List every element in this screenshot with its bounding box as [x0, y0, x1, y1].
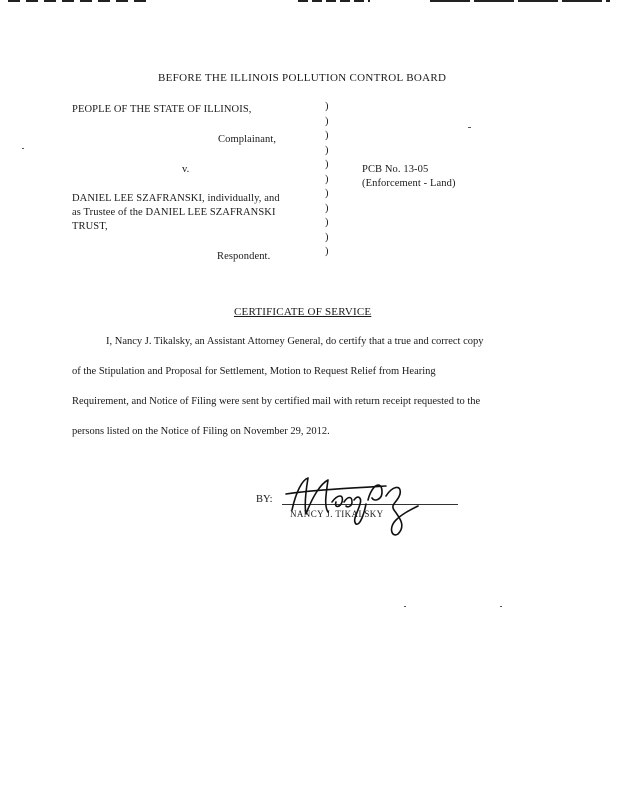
paren-mark: )	[325, 159, 329, 170]
certificate-line-4: persons listed on the Notice of Filing on November 29, 2012.	[72, 426, 330, 437]
scan-speck	[500, 606, 502, 607]
handwritten-signature	[282, 470, 442, 540]
paren-mark: )	[325, 202, 329, 214]
signer-name: NANCY J. TIKALSKY	[290, 509, 384, 519]
defendant-line-2: as Trustee of the DANIEL LEE SZAFRANSKI	[72, 207, 276, 218]
scan-speck	[22, 148, 24, 149]
caption-paren-column	[325, 100, 337, 260]
plaintiff-role: Complainant,	[218, 134, 277, 145]
paren-mark: )	[325, 173, 329, 185]
by-label: BY:	[256, 494, 273, 505]
scan-artifact-top-right	[430, 0, 610, 2]
defendant-line-1: DANIEL LEE SZAFRANSKI, individually, and	[72, 193, 280, 204]
paren-mark: )	[325, 246, 329, 257]
certificate-line-2: of the Stipulation and Proposal for Settlement, Motion to Request Relief from Hearing	[72, 366, 436, 377]
certificate-line-1: I, Nancy J. Tikalsky, an Assistant Attorney General, do certify that a true and correct copy	[106, 336, 484, 347]
scan-artifact-top-middle	[298, 0, 370, 2]
paren-mark: )	[325, 188, 329, 199]
scan-artifact-top-left	[8, 0, 148, 2]
board-heading: BEFORE THE ILLINOIS POLLUTION CONTROL BOARD	[158, 72, 447, 84]
certificate-title: CERTIFICATE OF SERVICE	[234, 306, 372, 318]
paren-mark: )	[325, 130, 329, 141]
paren-mark: )	[325, 115, 329, 127]
paren-mark: )	[325, 231, 329, 243]
scan-speck	[468, 127, 471, 128]
defendant-line-3: TRUST,	[72, 221, 108, 232]
case-type: (Enforcement - Land)	[362, 178, 456, 189]
scan-speck	[404, 606, 406, 607]
plaintiff-name: PEOPLE OF THE STATE OF ILLINOIS,	[72, 104, 252, 115]
paren-mark: )	[325, 101, 329, 112]
case-number: PCB No. 13-05	[362, 164, 429, 175]
paren-mark: )	[325, 144, 329, 156]
versus-label: v.	[182, 164, 190, 175]
defendant-role: Respondent.	[217, 251, 271, 262]
paren-mark: )	[325, 217, 329, 228]
certificate-line-3: Requirement, and Notice of Filing were sent by certified mail with return receipt requested to the	[72, 396, 481, 407]
